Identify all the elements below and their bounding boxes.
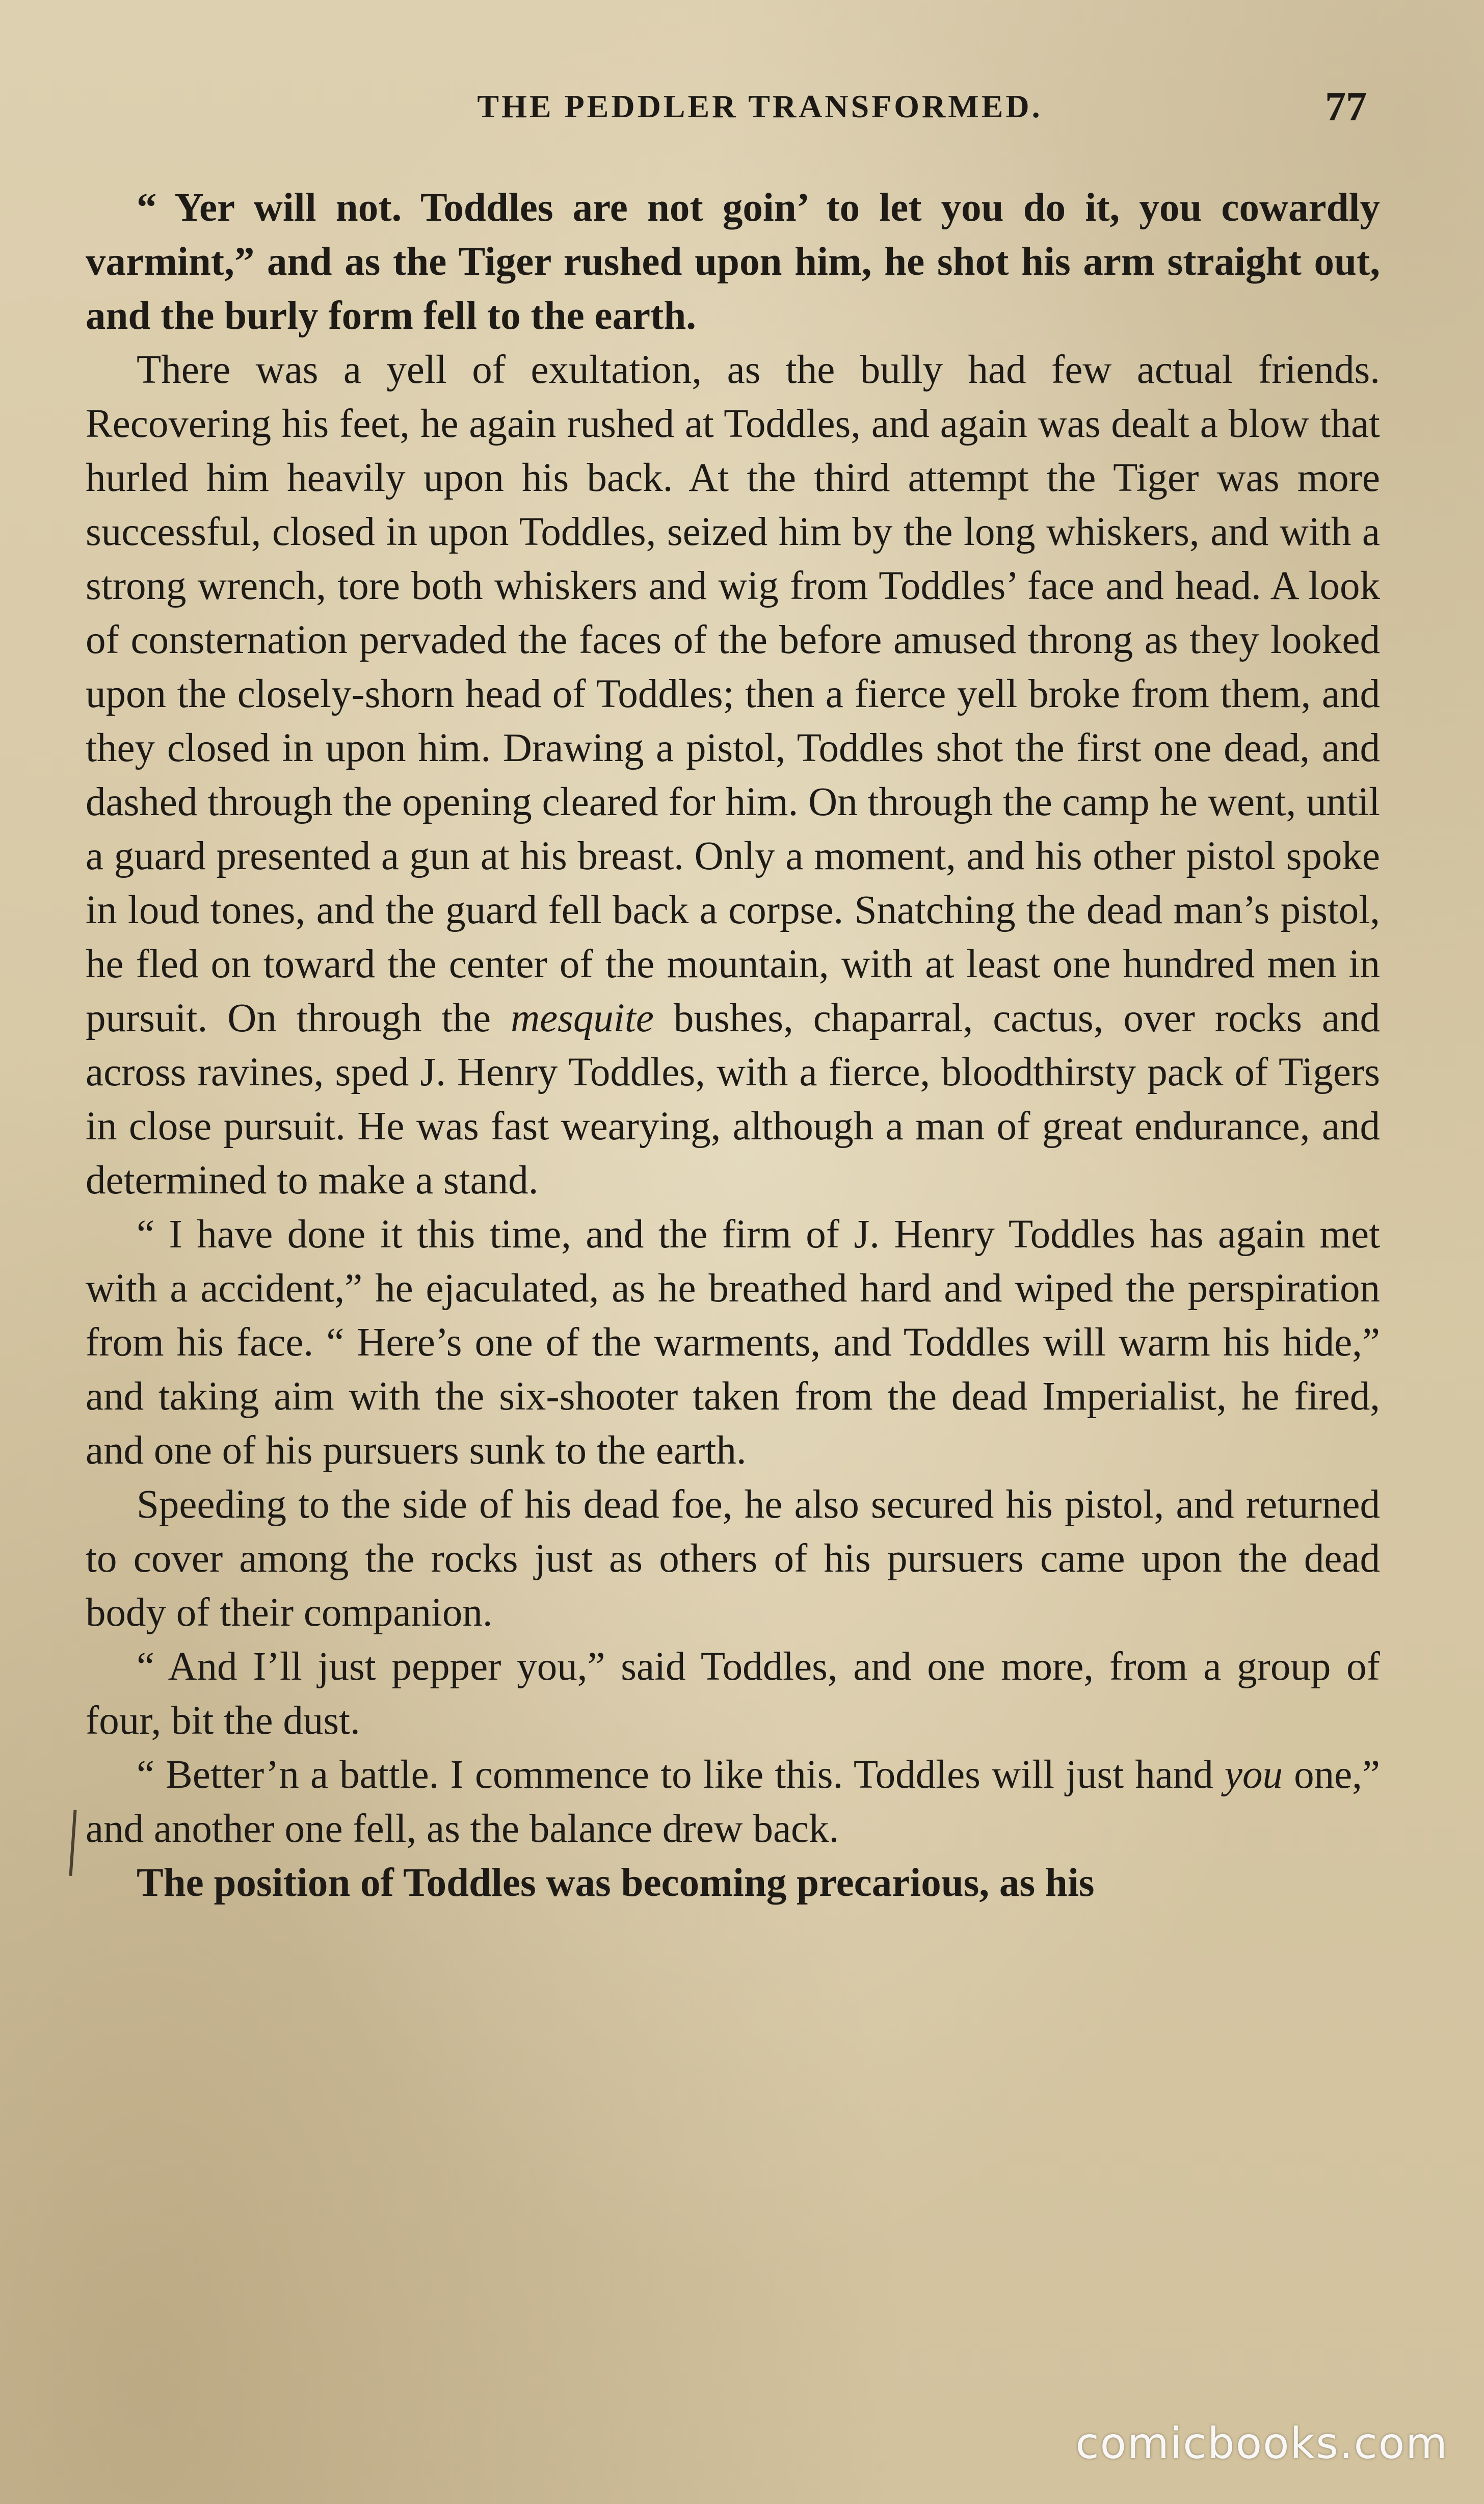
paragraph-1 [86,181,1380,343]
running-title: THE PEDDLER TRANSFORMED. [477,88,1043,124]
paragraph-2 [86,343,1380,1208]
page-header [87,76,1372,138]
italic-word: mesquite [511,996,654,1040]
paragraph-text: Speeding to the side of his dead foe, he also secured his pistol, and returned to cover among the rocks just as others of his pursuers came upon the dead body of their companion. [86,1482,1380,1635]
paragraph-text: “ I have done it this time, and the firm of J. Henry Toddles has again met with a accident,” he ejaculated, as he breathed hard and wiped the perspiration from his face. “ Here’s one of the warments, and Toddles will warm his hide,” and taking aim with the six-shooter taken from the dead Imperialist, he fired, and one of his pursuers sunk to the earth. [86,1212,1380,1473]
paragraph-text: The position of Toddles was becoming precarious, as his [137,1861,1095,1905]
paragraph-4 [86,1478,1380,1640]
paragraph-text: “ Yer will not. Toddles are not goin’ to let you do it, you cowardly varmint,” and as the Tiger rushed upon him, he shot his arm straight out, and the burly form fell to the earth. [86,186,1380,338]
paragraph-text: bushes, chaparral, cactus, over rocks and across ravines, sped J. Henry Toddles, with a fierce, bloodthirsty pack of Tigers in close pursuit. He was fast wearying, although a man of great endurance, and determined to make a stand. [86,996,1380,1203]
paragraph-6 [86,1748,1380,1856]
margin-pencil-mark [69,1810,76,1876]
page-number: 77 [1325,83,1367,129]
watermark: comicbooks.com [1075,2418,1448,2468]
italic-word: you [1224,1753,1283,1797]
paragraph-7 [86,1856,1380,1910]
paragraph-5 [86,1640,1380,1748]
paragraph-text: There was a yell of exultation, as the bully had few actual friends. Recovering his feet, he again rushed at Toddles, and again was dealt a blow that hurled him heavily upon his back. At the third attempt the Tiger was more successful, closed in upon Toddles, seized him by the long whiskers, and with a strong wrench, tore both whiskers and wig from Toddles’ face and head. A look of consternation pervaded the faces of the before amused throng as they looked upon the closely-shorn head of Toddles; then a fierce yell broke from them, and they closed in upon him. Drawing a pistol, Toddles shot the first one dead, and dashed through the opening cleared for him. On through the camp he went, until a guard presented a gun at his breast. Only a moment, and his other pistol spoke in loud tones, and the guard fell back a corpse. Snatching the dead man’s pistol, he fled on toward the center of the mountain, with at least one hundred men in pursuit. On through the [86,348,1380,1040]
paragraph-3 [86,1208,1380,1478]
body-text [86,181,1380,1910]
paragraph-text: “ Better’n a battle. I commence to like this. Toddles will just hand [137,1753,1225,1797]
paragraph-text: one,” and another one fell, as the balance drew back. [86,1753,1380,1851]
paragraph-text: “ And I’ll just pepper you,” said Toddles, and one more, from a group of four, bit the dust. [86,1645,1380,1743]
